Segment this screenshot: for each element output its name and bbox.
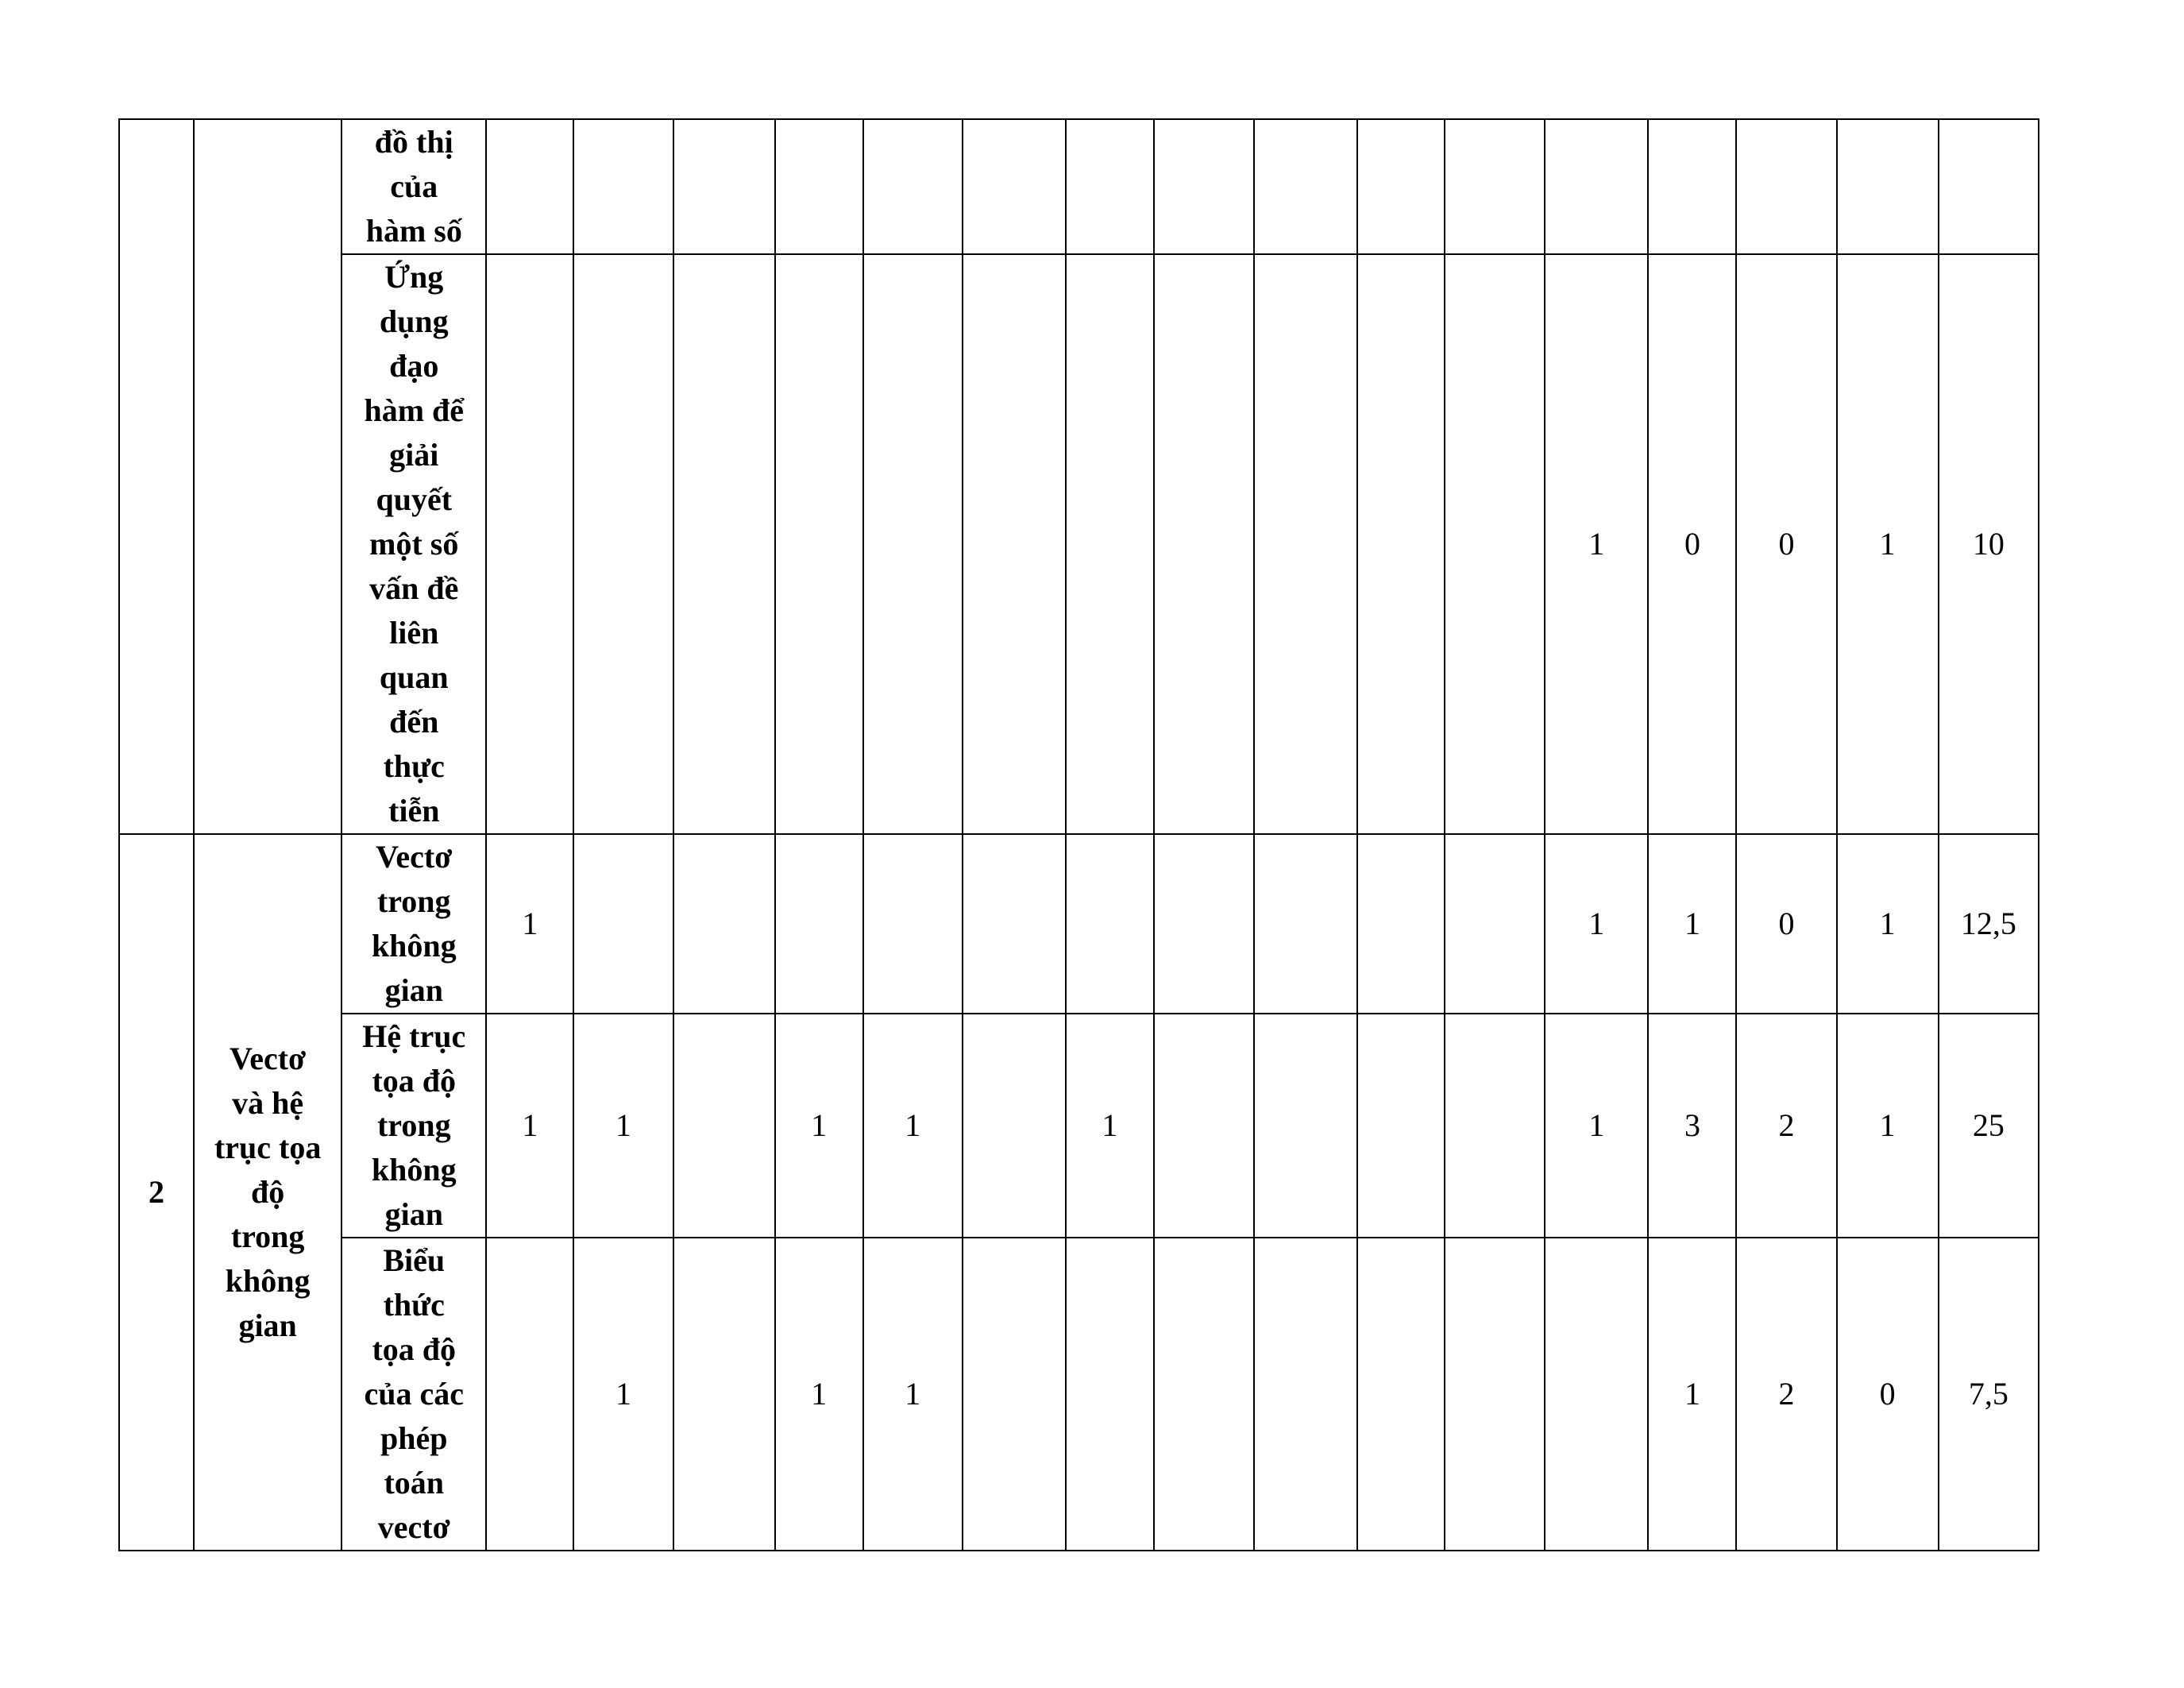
count-cell: 1: [863, 1014, 963, 1238]
table-row: [119, 254, 2039, 834]
topic-label: Biểu thức tọa độ của các phép toán vectơ: [364, 1242, 465, 1545]
count-cell: [1357, 1238, 1445, 1551]
stt-cell: 2: [119, 834, 194, 1551]
count-cell: [1154, 1014, 1254, 1238]
topic-cell: [341, 119, 486, 254]
count-cell: 0: [1837, 1238, 1939, 1551]
count-cell: 7,5: [1939, 1238, 2039, 1551]
count-cell: [1357, 254, 1445, 834]
count-cell: 1: [1648, 834, 1736, 1014]
count-cell: [1445, 119, 1545, 254]
chapter-cell: [194, 834, 341, 1551]
count-cell: [673, 1238, 775, 1551]
table-row: [119, 834, 2039, 1014]
count-cell: [573, 834, 673, 1014]
count-cell: [486, 119, 573, 254]
count-cell: [1357, 834, 1445, 1014]
count-cell: [1254, 254, 1357, 834]
table-row: [119, 119, 2039, 254]
count-cell: 3: [1648, 1014, 1736, 1238]
count-cell: 0: [1648, 254, 1736, 834]
count-cell: [1066, 834, 1154, 1014]
count-cell: [963, 1014, 1066, 1238]
count-cell: [775, 119, 863, 254]
count-cell: [863, 254, 963, 834]
count-cell: [1445, 1238, 1545, 1551]
count-cell: 1: [775, 1014, 863, 1238]
count-cell: [963, 254, 1066, 834]
count-cell: [1939, 119, 2039, 254]
count-cell: 1: [775, 1238, 863, 1551]
count-cell: [1445, 834, 1545, 1014]
chapter-cell: [194, 119, 341, 834]
count-cell: [1154, 834, 1254, 1014]
count-cell: [1066, 119, 1154, 254]
topic-cell: [341, 1014, 486, 1238]
count-cell: [1357, 119, 1445, 254]
count-cell: [1066, 254, 1154, 834]
count-cell: [673, 834, 775, 1014]
count-cell: [863, 834, 963, 1014]
count-cell: [775, 834, 863, 1014]
count-cell: [486, 254, 573, 834]
count-cell: 1: [863, 1238, 963, 1551]
count-cell: [1254, 1014, 1357, 1238]
count-cell: [863, 119, 963, 254]
count-cell: [1154, 119, 1254, 254]
count-cell: [1254, 119, 1357, 254]
count-cell: [1837, 119, 1939, 254]
count-cell: [1154, 254, 1254, 834]
count-cell: 1: [573, 1238, 673, 1551]
count-cell: [1357, 1014, 1445, 1238]
count-cell: 0: [1736, 834, 1836, 1014]
topic-cell: [341, 834, 486, 1014]
count-cell: [1066, 1238, 1154, 1551]
count-cell: [1445, 1014, 1545, 1238]
count-cell: 1: [486, 1014, 573, 1238]
count-cell: 1: [1837, 254, 1939, 834]
count-cell: [673, 1014, 775, 1238]
count-cell: 1: [573, 1014, 673, 1238]
count-cell: [573, 254, 673, 834]
content-matrix-table: [118, 118, 2039, 1551]
count-cell: [1736, 119, 1836, 254]
count-cell: [1648, 119, 1736, 254]
count-cell: [1154, 1238, 1254, 1551]
count-cell: 25: [1939, 1014, 2039, 1238]
count-cell: [673, 119, 775, 254]
count-cell: 1: [1648, 1238, 1736, 1551]
table-row: [119, 1014, 2039, 1238]
stt-cell: [119, 119, 194, 834]
count-cell: 2: [1736, 1014, 1836, 1238]
count-cell: 2: [1736, 1238, 1836, 1551]
topic-cell: [341, 254, 486, 834]
count-cell: [963, 119, 1066, 254]
topic-label: Ứng dụng đạo hàm để giải quyết một số vấn đề liên quan đến thực tiễn: [364, 259, 465, 829]
count-cell: [1545, 1238, 1648, 1551]
count-cell: 0: [1736, 254, 1836, 834]
count-cell: [1445, 254, 1545, 834]
count-cell: 1: [1066, 1014, 1154, 1238]
count-cell: [775, 254, 863, 834]
count-cell: [673, 254, 775, 834]
count-cell: [1254, 834, 1357, 1014]
count-cell: 1: [1545, 834, 1648, 1014]
count-cell: [963, 834, 1066, 1014]
count-cell: [1545, 119, 1648, 254]
topic-label: đồ thị của hàm số: [365, 124, 462, 249]
count-cell: 1: [1837, 1014, 1939, 1238]
count-cell: 10: [1939, 254, 2039, 834]
count-cell: [1254, 1238, 1357, 1551]
count-cell: [573, 119, 673, 254]
count-cell: [486, 1238, 573, 1551]
topic-label: Hệ trục tọa độ trong không gian: [362, 1018, 466, 1232]
count-cell: [963, 1238, 1066, 1551]
topic-cell: [341, 1238, 486, 1551]
chapter-label: Vectơ và hệ trục tọa độ trong không gian: [214, 1041, 322, 1343]
count-cell: 1: [1545, 1014, 1648, 1238]
count-cell: 12,5: [1939, 834, 2039, 1014]
count-cell: 1: [486, 834, 573, 1014]
count-cell: 1: [1837, 834, 1939, 1014]
count-cell: 1: [1545, 254, 1648, 834]
topic-label: Vectơ trong không gian: [371, 839, 457, 1008]
table-row: [119, 1238, 2039, 1551]
